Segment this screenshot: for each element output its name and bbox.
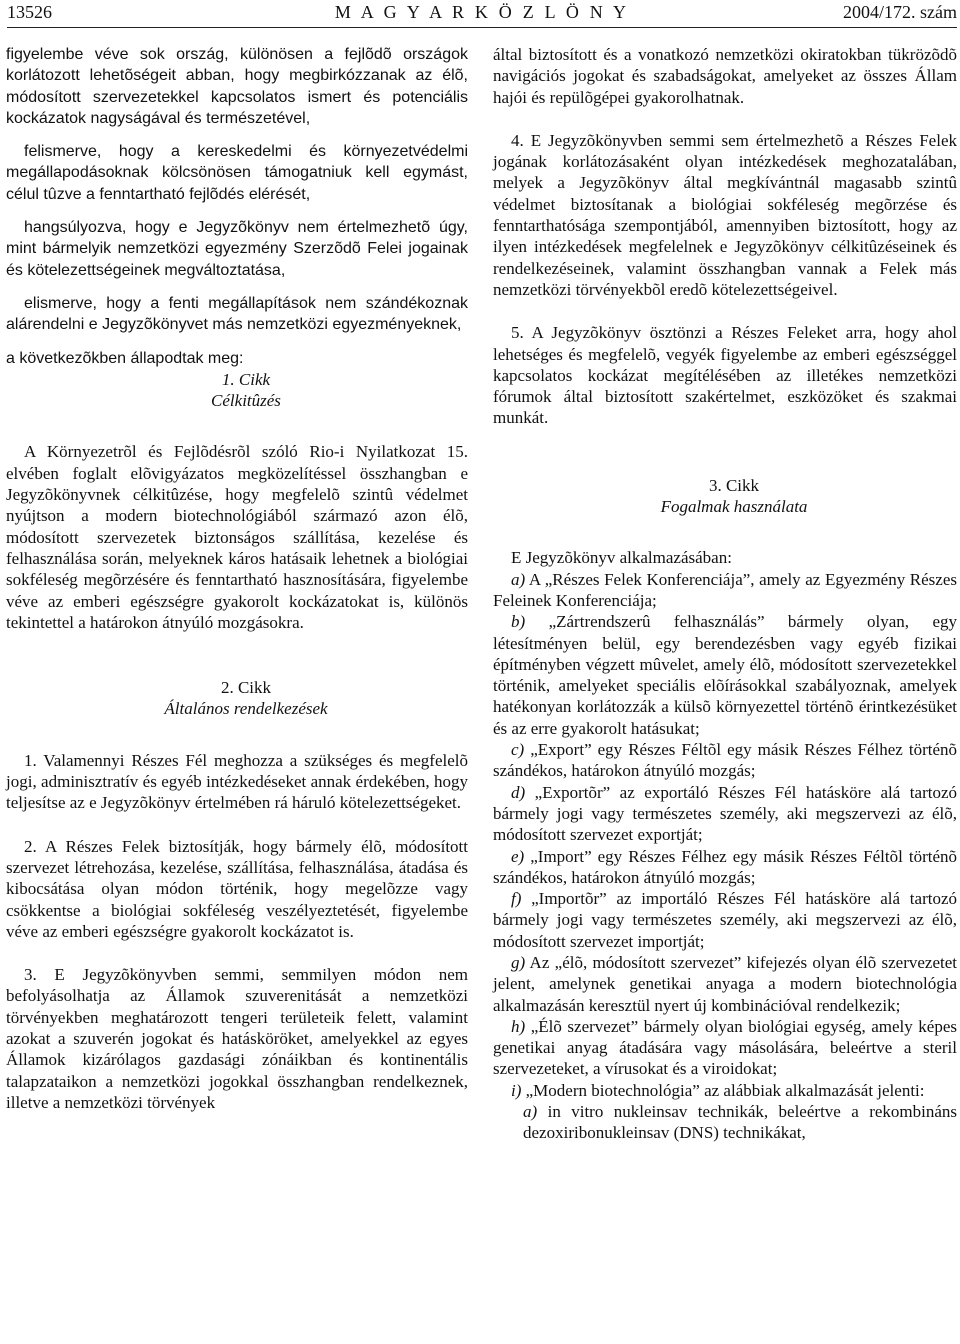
article-2-paragraph-4: 4. E Jegyzõkönyvben semmi sem értelmezhetõ a Részes Felek jogának korlátozásaként olyan intézkedések meghozatalában, melyek a Jegyzõkönyv által megkívántnál magasabb szintû védelmet biztosítanak a biológiai sokféleség megõrzése és fenntarthatósága szempontjából, amennyiben biztosított, hogy az ilyen intézkedések megfelelnek e Jegyzõkönyv célkitûzéseinek és rendelkezéseinek, valamint összhangban vannak a Felek más nemzetközi törvényekbõl eredõ kötelezettségeivel. <box>493 130 957 299</box>
right-column <box>493 44 957 1144</box>
definition-item <box>493 846 957 889</box>
definition-text: A „Részes Felek Konferenciája”, amely az Egyezmény Részes Feleinek Konferenciája; <box>493 569 957 610</box>
article-2-paragraph-5: 5. A Jegyzõkönyv ösztönzi a Részes Feleket arra, hogy ahol lehetséges és megfelelõ, vegyék figyelembe az emberi egészséggel kapcsolatos kockázat megítélésében az illetékes nemzetközi fórumok által biztosított szakértelmet, eszközöket és szakmai munkát. <box>493 323 957 428</box>
preamble-paragraph: figyelembe véve sok ország, különösen a fejlõdõ országok korlátozott lehetõségeit abban, hogy megbirkózzanak az élõ, módosított szervezetekkel kapcsolatos ismert és potenciális kockázatok nagyságával és természetével, <box>6 46 468 127</box>
definition-label: i) <box>511 1080 522 1100</box>
definition-label: c) <box>511 740 525 760</box>
preamble-closing: a következõkben állapodtak meg: <box>6 349 244 367</box>
article-2-paragraph-1: 1. Valamennyi Részes Fél meghozza a szükséges és megfelelõ jogi, adminisztratív és egyéb intézkedéseket annak érdekében, hogy teljesítse az e Jegyzõkönyv értelmében rá háruló kötelezettségeket. <box>6 750 468 813</box>
left-column <box>6 44 468 1113</box>
article-2-title: Általános rendelkezések <box>164 699 328 719</box>
header-rule <box>7 27 957 28</box>
article-3-title: Fogalmak használata <box>660 497 808 517</box>
subitem-label: a) <box>523 1102 538 1122</box>
article-2-number: 2. Cikk <box>220 678 272 698</box>
definition-label: e) <box>511 846 525 866</box>
definition-text: „Export” egy Részes Féltõl egy másik Részes Félhez történõ szándékos, határokon átnyúló mozgás; <box>493 740 958 781</box>
definition-text: „Importõr” az importáló Részes Fél hatásköre alá tartozó bármely jogi vagy természetes személy, aki megszervezi az élõ, módosított szervezet importját; <box>493 889 957 951</box>
definition-label: a) <box>511 569 526 589</box>
definitions-list <box>493 569 957 1101</box>
definition-subitem <box>493 1101 957 1144</box>
definition-label: g) <box>511 952 526 972</box>
definition-item <box>493 888 957 952</box>
definition-label: h) <box>511 1016 526 1036</box>
definition-text: „Import” egy Részes Félhez egy másik Részes Féltõl történõ szándékos, határokon átnyúló mozgás; <box>493 846 958 887</box>
journal-title: M A G Y A R K Ö Z L Ö N Y <box>334 2 630 22</box>
article-2-paragraph-3: 3. E Jegyzõkönyvben semmi, semmilyen módon nem befolyásolhatja az Államok szuverenitását a nemzetközi törvényekben meghatározott tengeri területeik felett, valamint azokat a szuverén jogokat és hatásköröket, amelyekkel az egyes Államok kizárólagos gazdasági zónáikban és kontinentális talapzataikon a nemzetközi jogokkal összhangban rendelkeznek, illetve a nemzetközi törvények <box>6 965 468 1112</box>
continued-paragraph: által biztosított és a vonatkozó nemzetközi okiratokban tükrözõdõ navigációs jogokat és szabadságokat, amelyeket az összes Állam hajói és repülõgépei gyakorolhatnak. <box>493 45 957 107</box>
article-1-text: A Környezetrõl és Fejlõdésrõl szóló Rio-i Nyilatkozat 15. elvében foglalt elõvigyázatos megközelítéssel összhangban e Jegyzõkönyvnek célkitûzése, hogy megfelelõ szintû védelmet nyújtson a modern biotechnológiából származó azon élõ, módosított szervezetek biztonságos szállítása, kezelése és felhasználása során, melyeknek káros hatásaik lehetnek a biológiai sokféleség megõrzésére és fenntartható hasznosítására, figyelembe véve az emberi egészségre gyakorolt kockázatokat is, különös tekintettel a határokon átnyúló mozgásokra. <box>6 442 468 632</box>
definition-label: b) <box>511 612 526 632</box>
definition-item <box>493 739 957 782</box>
definition-label: f) <box>511 889 522 909</box>
definition-text: „Modern biotechnológia” az alábbiak alkalmazását jelenti: <box>525 1080 925 1100</box>
preamble-paragraph: hangsúlyozva, hogy e Jegyzõkönyv nem értelmezhetõ úgy, mint bármelyik nemzetközi egyezmény Szerzõdõ Felei jogainak és kötelezettségeinek megváltoztatása, <box>6 219 468 279</box>
definition-item <box>493 782 957 846</box>
definition-item <box>493 1016 957 1080</box>
article-2-paragraph-2: 2. A Részes Felek biztosítják, hogy bármely élõ, módosított szervezet létrehozása, kezelése, szállítása, felhasználása, átadása és kibocsátása olyan módon történik, hogy megelõzze vagy csökkentse a biológiai sokféleség veszélyeztetését, figyelembe véve az emberi egészségre gyakorolt kockázatot is. <box>6 836 468 941</box>
definition-text: „Zártrendszerû felhasználás” bármely olyan, egy létesítményen belül, egy berendezésben vagy egyéb fizikai építményben végzett mûvelet, amely élõ, módosított szervezetekkel történik, amelyeket speciális elõírásokkal szabályoznak, amelyek hatékonyan korlátozzák a külsõ környezettel történõ érintkezésüket és az erre gyakorolt hatásukat; <box>493 612 957 738</box>
article-1-title: Célkitûzés <box>211 391 281 411</box>
preamble-paragraph: elismerve, hogy a fenti megállapítások nem szándékoznak alárendelni e Jegyzõkönyvet más nemzetközi egyezményeknek, <box>6 294 468 334</box>
definition-item <box>493 611 957 739</box>
definition-item <box>493 569 957 612</box>
definition-item <box>493 1080 957 1101</box>
definitions-intro: E Jegyzõkönyv alkalmazásában: <box>511 548 732 568</box>
definition-item <box>493 952 957 1016</box>
article-1-number: 1. Cikk <box>221 369 271 389</box>
article-3-number: 3. Cikk <box>708 475 760 495</box>
subitem-text: in vitro nukleinsav technikák, beleértve a rekombináns dezoxiribonukleinsav (DNS) technikákat, <box>523 1102 958 1143</box>
issue-number: 2004/172. szám <box>843 2 957 22</box>
preamble-paragraph: felismerve, hogy a kereskedelmi és környezetvédelmi megállapodásoknak kölcsönösen támogatniuk kell egymást, célul tûzve a fenntartható fejlõdés elérését, <box>6 143 468 203</box>
page-number: 13526 <box>7 2 52 22</box>
definition-text: „Élõ szervezet” bármely olyan biológiai egység, amely képes genetikai anyag átadására vagy másolására, beleértve a steril szervezeteket, a vírusokat és a viroidokat; <box>493 1016 958 1079</box>
definition-label: d) <box>511 782 526 802</box>
definition-text: Az „élõ, módosított szervezet” kifejezés olyan élõ szervezetet jelent, amelynek genetikai anyaga a modern biotechnológia alkalmazásán keresztül nyert új kombinációval rendelkezik; <box>493 952 958 1015</box>
definition-text: „Exportõr” az exportáló Részes Fél hatásköre alá tartozó bármely jogi vagy természetes személy, aki megszervezi az élõ, módosított szervezet exportját; <box>493 782 958 845</box>
page-header <box>7 0 957 26</box>
